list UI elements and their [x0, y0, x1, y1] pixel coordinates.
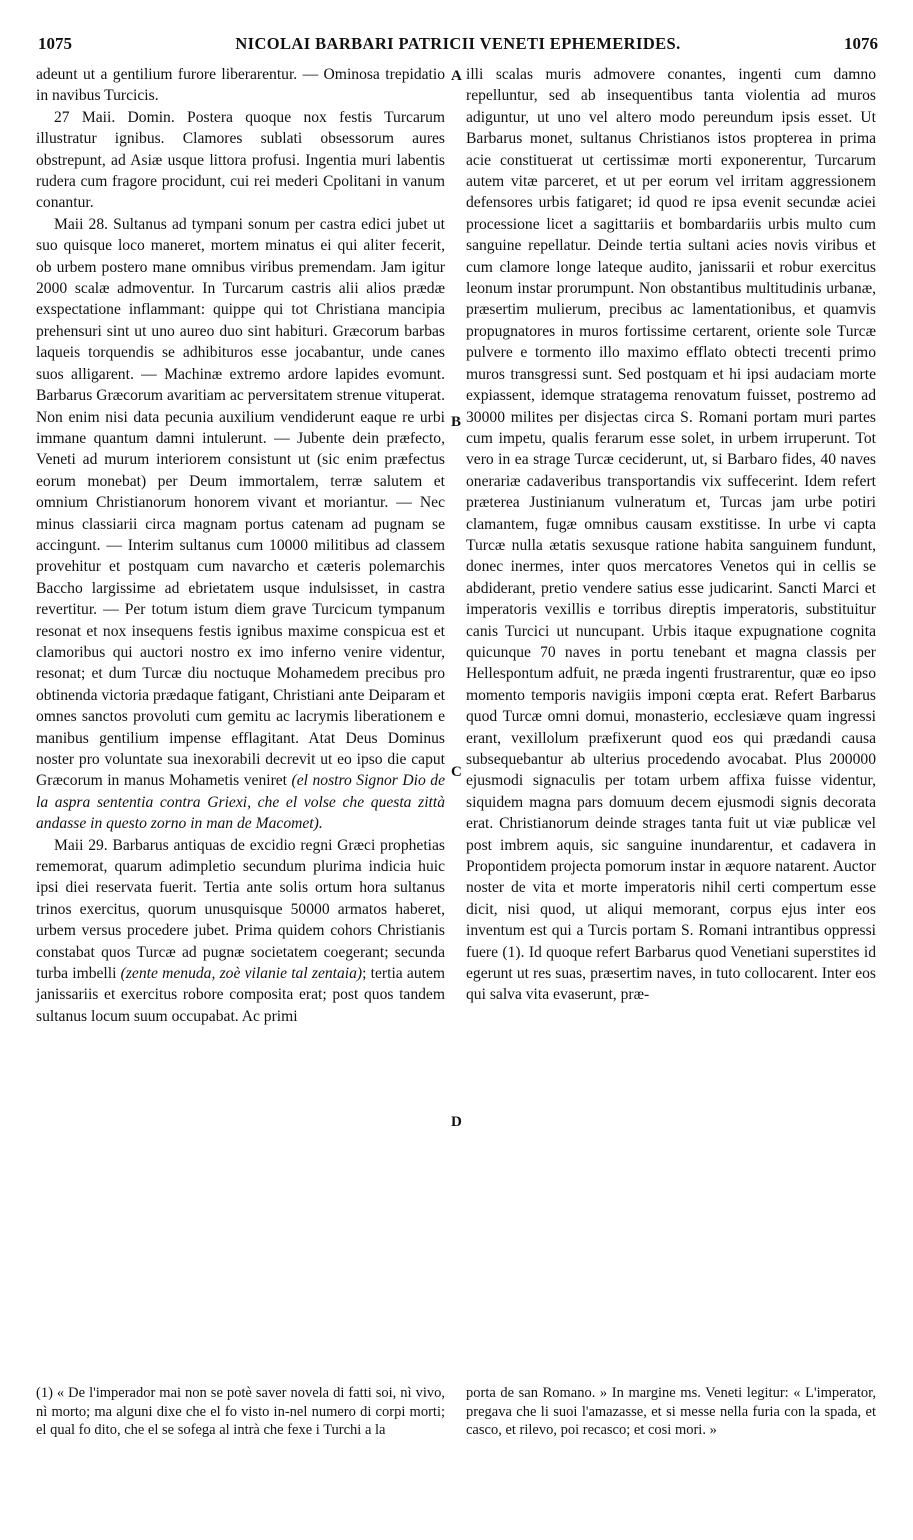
- running-header: [38, 34, 878, 56]
- margin-letter-a: A: [451, 68, 462, 84]
- footnote-left: (1) « De l'imperador mai non se potè saver novela di fatti soi, nì vivo, nì morto; ma alguni dixe che el fo visto in-nel numero di corpi morti; el qual fo dito, che el se sofega al intrà che fexe i Turchi a la: [36, 1385, 445, 1438]
- paragraph-may-29: Maii 29. Barbarus antiquas de excidio regni Græci prophetias rememorat, quarum adimpletio secundum plurima indicia huic ipsi diei reservata fuerit. Tertia ante solis ortum hora sultanus trinos exercitus, quorum unusquisque 50000 armatos haberet, urbem versus procedere jubet. Prima quidem cohors Christianis constabat quos Turcæ ad pugnæ societatem coegerant; secunda turba imbelli (zente menuda, zoè vilanie tal zentaia); tertia autem janissariis et exercitus robore composita erat; post quos tandem sultanus locum suum occupabat. Ac primi: [36, 836, 446, 1025]
- venetian-quote: (el nostro Signor Dio de la aspra sententia contra Griexi, che el volse che questa zittà andasse in questo zorno in man de Macomet).: [36, 772, 445, 833]
- paragraph: illi scalas muris admovere conantes, ingenti cum damno repelluntur, sed ab insequentibus tanta violentia ad muros adiguntur, ut uno vel altero modo pereundum ipsis esset. Ut Barbarus monet, sultanus Christianos istos propterea in prima acie constituerat ut certissimæ morti exponerentur, Turcarum autem vitæ parceret, et ut per eorum vel irritam aggressionem defensores urbis fatigaret; id quod re ipsa evenit secundæ aciei processione licet a sagittariis et bombardariis urbis multo cum sanguine repellatur. Deinde tertia sultani acies novis viribus et cum clamore longe lateque audito, janissarii et robur exercitus leonum instar prorumpunt. Non obstantibus multitudinis urbanæ, præsertim mulierum, precibus ac lamentationibus, et quamvis propugnatores in muros fortissime certarent, oriente sole Turcæ pulvere e tormento illo maximo efflato obtecti trecenti primo muros transgressi sunt. Sed postquam et hi ipsi audaciam morte expiassent, idemque stratagema renovatum fuisset, postremo ad 30000 milites per disjectas circa S. Romani portam muri partes cum impetu, qualis ferarum esse solet, in urbem irruperunt. Tot vero in ea strage Turcæ ceciderunt, ut, si Barbaro fides, 40 naves onerariæ cadaveribus transportandis vix suffecerint. Idem refert præterea Justinianum vulneratum et, Turcas jam urbe potiri clamantem, fugæ omnibus causam exstitisse. In urbe vi capta Turcæ nulla ætatis sexusque ratione habita sanguinem fundunt, donec inermes, inter quos mercatores Venetos qui in cellis se abdiderant, pretio vendere satius esse judicarint. Sancti Marci et imperatoris vexillis e torribus direptis imperatoris, substituitur canis Turcici ut nuncupant. Urbis itaque expugnatione cognita quicunque 70 naves in portu tenebant et magna classis per Hellespontum adfuit, ne præda ingenti frustrarentur, quæ eo ipso momento temporis navigiis imponi cœpta erat. Refert Barbarus quod Turcæ omni domui, monasterio, ecclesiæve quam ingressi erant, vexillolum præfixerunt quod eos qui prædandi causa subsequebantur ab ulterius procedendo avocabat. Plus 200000 ejusmodi signaculis per totam urbem affixa fuisse videntur, siquidem magna pars domuum decem ejusmodi signis decorata erat. Christianorum deinde strages tanta fuit ut viæ publicæ vel post imbrem aquis, sic sanguine inundarentur, et cadavera in Propontidem projecta pomorum instar in æquore natarent. Auctor noster de vita et morte imperatoris nihil certi compertum esse dicit, nisi quod, ut aliqui memorant, corpus ejus inter eos inventum est qui a Turcis portam S. Romani intrantibus oppressi fuere (1). Id quoque refert Barbarus quod Venetiani superstites id egerunt ut res suas, præsertim naves, in tuto collocarent. Inter eos qui salva vita evaserunt, præ-: [466, 66, 876, 1004]
- margin-letter-d: D: [451, 1114, 462, 1130]
- right-column: [466, 64, 876, 1006]
- paragraph: adeunt ut a gentilium furore liberarentur. — Ominosa trepidatio in navibus Turcicis.: [36, 66, 445, 105]
- page-number-left: 1075: [38, 34, 72, 53]
- page-number-right: 1076: [844, 34, 878, 53]
- running-title: NICOLAI BARBARI PATRICII VENETI EPHEMERIDES.: [235, 34, 681, 53]
- footnote-right: porta de san Romano. » In margine ms. Veneti legitur: « L'imperator, pregava che li suoi l'amazasse, et si messe nella furia con la spada, et casco, et rilevo, poi recasco; et cosi mori. »: [466, 1385, 876, 1438]
- margin-letter-c: C: [451, 764, 462, 780]
- venetian-quote: (zente menuda, zoè vilanie tal zentaia): [120, 965, 363, 983]
- margin-letter-b: B: [451, 414, 462, 430]
- left-column: [36, 64, 445, 1027]
- paragraph-may-27: 27 Maii. Domin. Postera quoque nox festis Turcarum illustratur ignibus. Clamores sublati obsessorum aures obstrepunt, ad Asiæ usque littora profusi. Ingentia muri labentis rudera cum fragore procidunt, cui rei mederi Cpolitani in vanum conantur.: [36, 108, 445, 212]
- paragraph-may-28: Maii 28. Sultanus ad tympani sonum per castra edici jubet ut suo quisque loco maneret, mortem minatus ei qui aliter fecerit, ob urbem postero mane omnibus viribus premendam. Jam igitur 2000 scalæ admoventur. In Turcarum castris alii alios prædæ exspectatione inflammant: quippe qui tot Christiana mancipia prehensuri sint ut uno aureo duo sint habituri. Græcorum barbas laqueis torquendis se adhibituros esse jocabantur, unde canes suos alligarent. — Machinæ extremo ardore lapides evomunt. Barbarus Græcorum avaritiam ac perversitatem strenue vituperat. Non enim nisi data pecunia auxilium vendiderunt eaque re urbi immane quantum damni intulerunt. — Jubente dein præfecto, Veneti ad murum interiorem consistunt ut (sic enim præfectus eorum monebat) per Deum immortalem, terræ salutem et omnium Christianorum honorem vivant et moriantur. — Nec minus classiarii circa magnam portus catenam ad pugnam se accingunt. — Interim sultanus cum 10000 militibus ad classem provehitur et postquam cum navarcho et cæteris polemarchis Baccho largissime ad ebrietatem usque indulsisset, in castra revertitur. — Per totum istum diem grave Turcicum tympanum resonat et nox insequens festis ignibus maxime conspicua est et clamoribus qui auctori nostro ex imo inferno venire videntur, resonat; et dum Turcæ diu noctuque Mohamedem precibus pro obtinenda victoria prædaque fatigant, Christiani ante Deiparam et omnes sanctos provoluti cum gemitu ac lacrymis liberationem e manibus gentilium impense efflagitant. Atat Deus Dominus noster pro voluntate sua inexorabili decrevit ut eo ipso die caput Græcorum in manus Mohametis veniret (el nostro Signor Dio de la aspra sententia contra Griexi, che el volse che questa zittà andasse in questo zorno in man de Macomet).: [36, 215, 445, 833]
